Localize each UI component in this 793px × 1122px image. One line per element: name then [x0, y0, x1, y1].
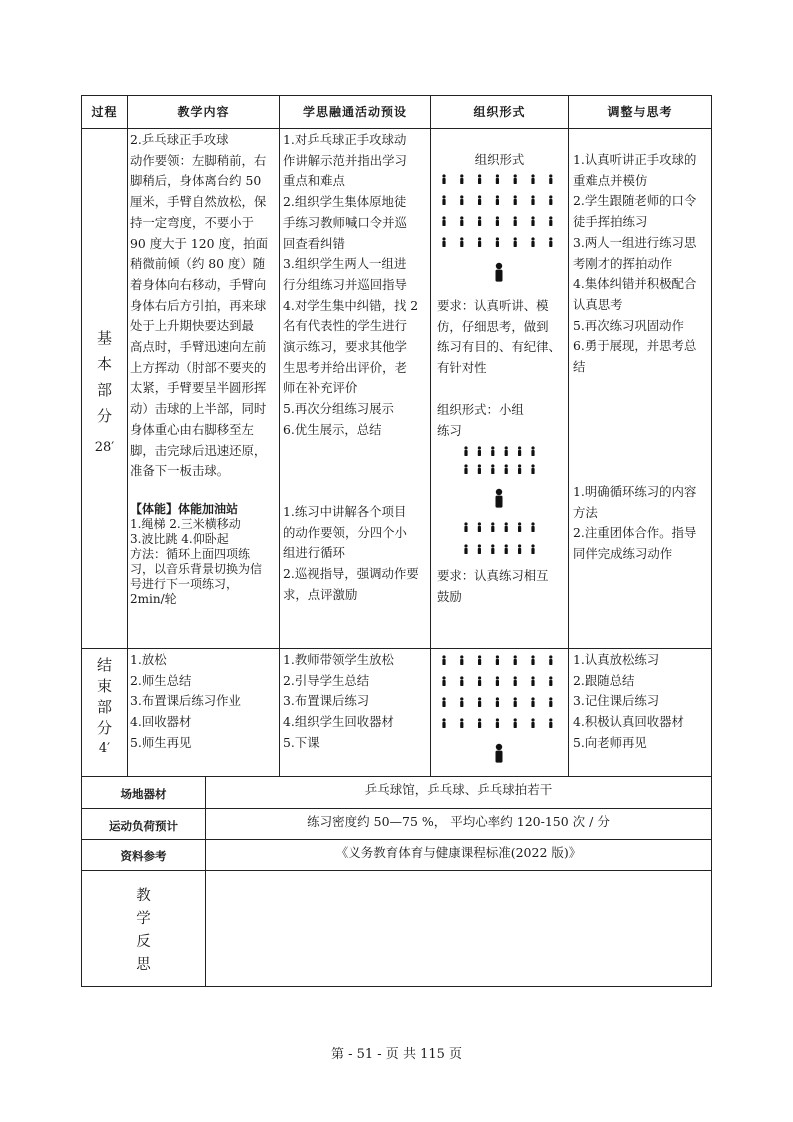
load-label: 运动负荷预计	[109, 819, 178, 833]
content-line: 4.回收器材	[130, 714, 192, 730]
activity-line: 组进行循环	[283, 545, 345, 561]
student-figure-icon	[514, 697, 517, 707]
header-activity: 学思融通活动预设	[302, 105, 407, 119]
org-line: 练习有目的、有纪律、	[437, 339, 561, 355]
student-figure-icon	[496, 697, 499, 707]
page-footer: 第 - 51 - 页 共 115 页	[330, 1047, 463, 1062]
content-line: 2.师生总结	[130, 672, 192, 688]
adjust-line: 3.记住课后练习	[573, 693, 660, 709]
adjust-line: 5.向老师再见	[573, 734, 647, 750]
activity-line: 2.引导学生总结	[283, 672, 370, 688]
reflection-label	[82, 885, 205, 975]
fitness-line: 号进行下一项练习，	[130, 577, 239, 591]
content-line: 动作要领：左脚稍前，右	[130, 152, 267, 168]
student-figure-icon	[531, 718, 534, 728]
student-figure-icon	[491, 464, 494, 474]
adjust-line: 重难点并模仿	[573, 172, 648, 188]
student-figure-icon	[518, 522, 521, 532]
student-figure-icon	[549, 174, 552, 184]
student-figure-icon	[491, 522, 494, 532]
student-figure-icon	[464, 464, 467, 474]
student-figure-icon	[442, 195, 445, 205]
org-line: 练习	[437, 422, 462, 438]
label-char: 学	[136, 911, 151, 927]
student-figure-icon	[478, 697, 481, 707]
fitness-line: 2min/轮	[130, 592, 177, 606]
activity-line: 3.组织学生两人一组进	[283, 256, 407, 272]
adjust-line: 同伴完成练习动作	[573, 546, 673, 562]
student-figure-icon	[505, 544, 508, 554]
header-organization: 组织形式	[473, 105, 526, 119]
student-figure-icon	[518, 446, 521, 456]
student-figure-icon	[514, 195, 517, 205]
basic-adjust-fitness	[573, 482, 711, 566]
label-char: 教	[136, 888, 151, 904]
formation-diagram-1	[431, 170, 568, 290]
formation-diagram-2	[431, 442, 568, 564]
content-line: 3.布置课后练习作业	[130, 693, 241, 709]
fitness-line: 1.绳梯 2.三米横移动	[130, 517, 241, 531]
student-figure-icon	[505, 522, 508, 532]
student-figure-icon	[460, 718, 463, 728]
student-figure-icon	[531, 522, 534, 532]
header-process: 过程	[91, 105, 118, 119]
teacher-figure-icon	[496, 263, 503, 282]
activity-line: 师在补充评价	[283, 380, 358, 396]
student-figure-icon	[442, 676, 445, 686]
label-char: 束	[96, 677, 112, 695]
student-figure-icon	[460, 655, 463, 665]
student-figure-icon	[531, 464, 534, 474]
student-figure-icon	[514, 216, 517, 226]
adjust-line: 2.学生跟随老师的口令	[573, 193, 697, 209]
content-line: 厘米，手臂自然放松，保	[130, 194, 267, 210]
org-line: 鼓励	[437, 588, 462, 604]
basic-activity-fitness	[283, 502, 430, 612]
student-figure-icon	[478, 216, 481, 226]
student-figure-icon	[460, 697, 463, 707]
org-line: 要求：认真练习相互	[437, 568, 549, 583]
label-char: 反	[136, 934, 151, 950]
fitness-title: 【体能】体能加油站	[130, 502, 239, 516]
student-figure-icon	[478, 174, 481, 184]
adjust-line: 4.集体纠错并积极配合	[573, 276, 697, 292]
adjust-line: 3.两人一组进行练习思	[573, 234, 697, 250]
content-line: 准备下一板击球。	[130, 463, 230, 479]
content-line: 5.师生再见	[130, 734, 192, 750]
student-figure-icon	[442, 718, 445, 728]
basic-activity-main	[283, 130, 430, 445]
student-figure-icon	[478, 676, 481, 686]
org-line: 仿，仔细思考，做到	[437, 318, 549, 334]
activity-line: 1.教师带领学生放松	[283, 652, 394, 667]
org-line: 有针对性	[437, 360, 487, 376]
basic-section-label	[82, 325, 127, 495]
reference-value: 《义务教育体育与健康课程标准(2022 版)》	[335, 845, 582, 860]
student-figure-icon	[549, 697, 552, 707]
content-line: 动）击球的上半部，同时	[130, 401, 267, 417]
formation-diagram-3	[431, 650, 568, 772]
header-adjustment: 调整与思考	[607, 105, 673, 119]
student-figure-icon	[531, 216, 534, 226]
content-line: 身体重心由右脚移至左	[130, 421, 254, 437]
student-figure-icon	[518, 544, 521, 554]
activity-line: 3.布置课后练习	[283, 693, 370, 709]
end-duration: 4′	[98, 741, 111, 756]
student-figure-icon	[514, 655, 517, 665]
end-activity	[283, 650, 430, 760]
student-figure-icon	[531, 544, 534, 554]
teacher-figure-icon	[496, 744, 503, 763]
student-figure-icon	[442, 697, 445, 707]
student-figure-icon	[531, 446, 534, 456]
student-figure-icon	[496, 216, 499, 226]
activity-line: 求，点评激励	[283, 586, 358, 602]
activity-line: 手练习教师喊口令并巡	[283, 214, 407, 230]
adjust-line: 方法	[573, 504, 598, 520]
reference-label: 资料参考	[120, 849, 167, 863]
end-section-label	[82, 655, 127, 770]
student-figure-icon	[478, 446, 481, 456]
student-figure-icon	[496, 718, 499, 728]
activity-line: 1.练习中讲解各个项目	[283, 504, 407, 519]
org-requirement-1	[437, 296, 568, 380]
student-figure-icon	[531, 237, 534, 247]
label-char: 分	[96, 719, 112, 737]
adjust-line: 1.明确循环练习的内容	[573, 484, 697, 499]
student-figure-icon	[505, 464, 508, 474]
activity-line: 生思考并给出评价，老	[283, 359, 407, 375]
student-figure-icon	[549, 718, 552, 728]
student-figure-icon	[531, 174, 534, 184]
student-figure-icon	[478, 195, 481, 205]
activity-line: 1.对乒乓球正手攻球动	[283, 132, 407, 147]
content-line: 脚稍后，身体离台约 50	[130, 173, 262, 189]
basic-adjust-main	[573, 150, 711, 380]
activity-line: 重点和难点	[283, 173, 345, 189]
basic-content-main	[130, 130, 279, 485]
basic-duration: 28′	[94, 440, 115, 455]
student-figure-icon	[464, 522, 467, 532]
org-title-2	[437, 400, 568, 442]
content-line: 高点时，手臂迅速向左前	[130, 339, 267, 355]
label-char: 基	[96, 329, 112, 347]
label-char: 部	[96, 381, 112, 399]
student-figure-icon	[491, 446, 494, 456]
venue-value: 乒乓球馆，乒乓球、乒乓球拍若干	[364, 782, 553, 797]
student-figure-icon	[464, 446, 467, 456]
student-figure-icon	[549, 655, 552, 665]
reflection-area[interactable]	[206, 871, 711, 986]
fitness-line: 方法：循环上面四项练	[130, 547, 251, 561]
adjust-line: 认真思考	[573, 296, 623, 312]
activity-line: 回查看纠错	[283, 235, 345, 251]
student-figure-icon	[478, 522, 481, 532]
activity-line: 的动作要领，分四个小	[283, 524, 407, 540]
load-value: 练习密度约 50—75 %， 平均心率约 120-150 次 / 分	[307, 814, 610, 829]
activity-line: 演示练习，要求其他学	[283, 339, 407, 355]
student-figure-icon	[514, 174, 517, 184]
activity-line: 5.再次分组练习展示	[283, 401, 394, 417]
student-figure-icon	[514, 237, 517, 247]
student-figure-icon	[549, 676, 552, 686]
adjust-line: 4.积极认真回收器材	[573, 714, 684, 730]
student-figure-icon	[464, 544, 467, 554]
adjust-line: 徒手挥拍练习	[573, 214, 648, 230]
adjust-line: 结	[573, 359, 586, 375]
label-char: 分	[96, 407, 112, 425]
adjust-line: 6.勇于展现，并思考总	[573, 338, 697, 354]
student-figure-icon	[460, 237, 463, 247]
student-figure-icon	[496, 676, 499, 686]
content-line: 1.放松	[130, 652, 167, 667]
adjust-line: 5.再次练习巩固动作	[573, 317, 684, 333]
org-line: 要求：认真听讲、模	[437, 298, 549, 313]
content-line: 持一定弯度，不要小于	[130, 214, 254, 230]
content-line: 脚，击完球后迅速还原，	[130, 442, 267, 458]
content-line: 2.乒乓球正手攻球	[130, 132, 229, 147]
org-requirement-2	[437, 566, 568, 608]
student-figure-icon	[491, 544, 494, 554]
label-char: 本	[96, 355, 112, 373]
student-figure-icon	[460, 216, 463, 226]
student-figure-icon	[496, 237, 499, 247]
student-figure-icon	[478, 544, 481, 554]
student-figure-icon	[460, 195, 463, 205]
org-line: 组织形式：小组	[437, 402, 524, 417]
end-content	[130, 650, 279, 760]
student-figure-icon	[505, 446, 508, 456]
header-content: 教学内容	[177, 105, 230, 119]
student-figure-icon	[442, 174, 445, 184]
activity-line: 作讲解示范并指出学习	[283, 152, 407, 168]
activity-line: 名有代表性的学生进行	[283, 318, 407, 334]
student-figure-icon	[531, 655, 534, 665]
student-figure-icon	[531, 195, 534, 205]
student-figure-icon	[496, 655, 499, 665]
student-figure-icon	[514, 676, 517, 686]
student-figure-icon	[496, 195, 499, 205]
label-char: 思	[136, 957, 151, 973]
venue-label: 场地器材	[120, 787, 167, 801]
fitness-line: 习，以音乐背景切换为信	[130, 562, 263, 576]
student-figure-icon	[442, 655, 445, 665]
activity-line: 2.组织学生集体原地徒	[283, 194, 407, 210]
adjust-line: 考刚才的挥拍动作	[573, 255, 673, 271]
student-figure-icon	[549, 237, 552, 247]
adjust-line: 1.认真放松练习	[573, 652, 660, 667]
end-adjust	[573, 650, 711, 760]
student-figure-icon	[496, 174, 499, 184]
content-line: 身体右后方引拍，再来球	[130, 297, 267, 313]
student-figure-icon	[531, 697, 534, 707]
activity-line: 5.下课	[283, 734, 320, 750]
student-figure-icon	[478, 237, 481, 247]
student-figure-icon	[478, 718, 481, 728]
content-line: 太紧，手臂要呈半圆形挥	[130, 380, 267, 396]
activity-line: 2.巡视指导，强调动作要	[283, 566, 419, 582]
adjust-line: 2.跟随总结	[573, 672, 635, 688]
teacher-figure-icon	[496, 489, 503, 508]
activity-line: 4.对学生集中纠错，找 2	[283, 297, 419, 313]
student-figure-icon	[478, 655, 481, 665]
student-figure-icon	[442, 237, 445, 247]
adjust-line: 2.注重团体合作。指导	[573, 525, 697, 541]
org-title: 组织形式	[474, 152, 525, 167]
adjust-line: 1.认真听讲正手攻球的	[573, 152, 697, 167]
content-line: 稍微前倾（约 80 度）随	[130, 256, 266, 272]
content-line: 90 度大于 120 度，拍面	[130, 235, 268, 251]
student-figure-icon	[549, 195, 552, 205]
student-figure-icon	[518, 464, 521, 474]
content-line: 处于上升期快要达到最	[130, 318, 254, 334]
activity-line: 6.优生展示，总结	[283, 421, 382, 437]
student-figure-icon	[478, 464, 481, 474]
student-figure-icon	[514, 718, 517, 728]
activity-line: 行分组练习并巡回指导	[283, 276, 407, 292]
fitness-line: 3.波比跳 4.仰卧起	[130, 532, 229, 546]
label-char: 结	[96, 656, 112, 674]
student-figure-icon	[460, 174, 463, 184]
student-figure-icon	[549, 216, 552, 226]
label-char: 部	[96, 698, 112, 716]
student-figure-icon	[442, 216, 445, 226]
activity-line: 4.组织学生回收器材	[283, 714, 394, 730]
content-line: 上方挥动（肘部不要夹的	[130, 359, 267, 375]
student-figure-icon	[460, 676, 463, 686]
student-figure-icon	[531, 676, 534, 686]
content-line: 着身体向右移动，手臂向	[130, 276, 267, 292]
basic-content-fitness	[130, 502, 279, 618]
